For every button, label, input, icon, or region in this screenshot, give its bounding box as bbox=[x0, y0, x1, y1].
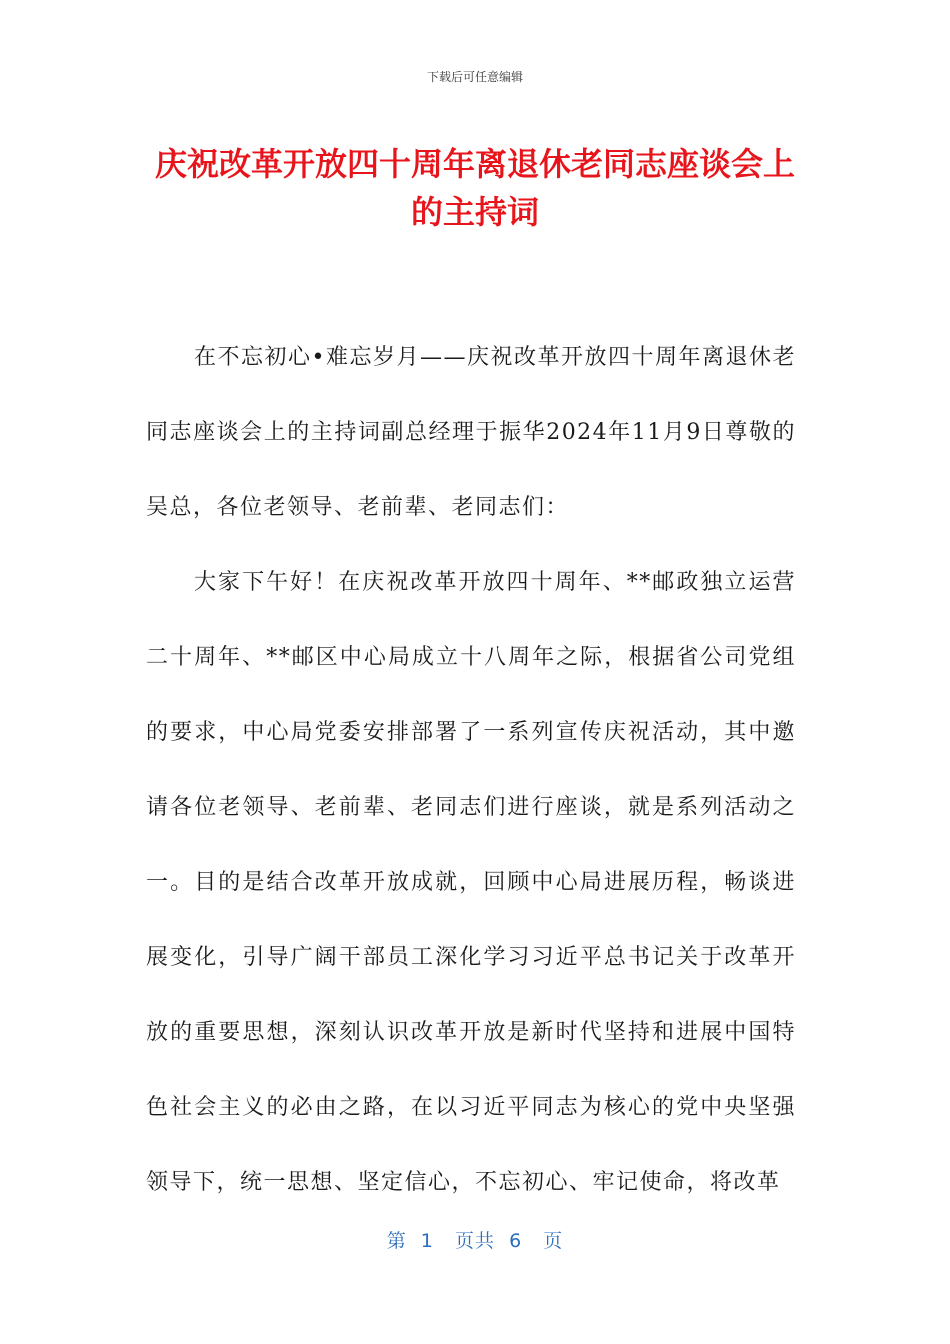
paragraph-greeting: 在不忘初心•难忘岁月——庆祝改革开放四十周年离退休老同志座谈会上的主持词副总经理于振华2024年11月9日尊敬的吴总，各位老领导、老前辈、老同志们： bbox=[146, 345, 796, 520]
document-body bbox=[146, 320, 796, 1220]
page-number-footer: 第 1 页共 6 页 bbox=[386, 1230, 564, 1252]
document-title: 庆祝改革开放四十周年离退休老同志座谈会上的主持词 bbox=[154, 145, 795, 231]
paragraph-opening: 大家下午好！在庆祝改革开放四十周年、**邮政独立运营二十周年、**邮区中心局成立十八周年之际，根据省公司党组的要求，中心局党委安排部署了一系列宣传庆祝活动，其中邀请各位老领导、老前辈、老同志们进行座谈，就是系列活动之一。目的是结合改革开放成就，回顾中心局进展历程，畅谈进展变化，引导广阔干部员工深化学习习近平总书记关于改革开放的重要思想，深刻认识改革开放是新时代坚持和进展中国特色社会主义的必由之路，在以习近平同志为核心的党中央坚强领导下，统一思想、坚定信心，不忘初心、牢记使命，将改革 bbox=[146, 570, 796, 1195]
page-header-note: 下载后可任意编辑 bbox=[426, 70, 523, 84]
